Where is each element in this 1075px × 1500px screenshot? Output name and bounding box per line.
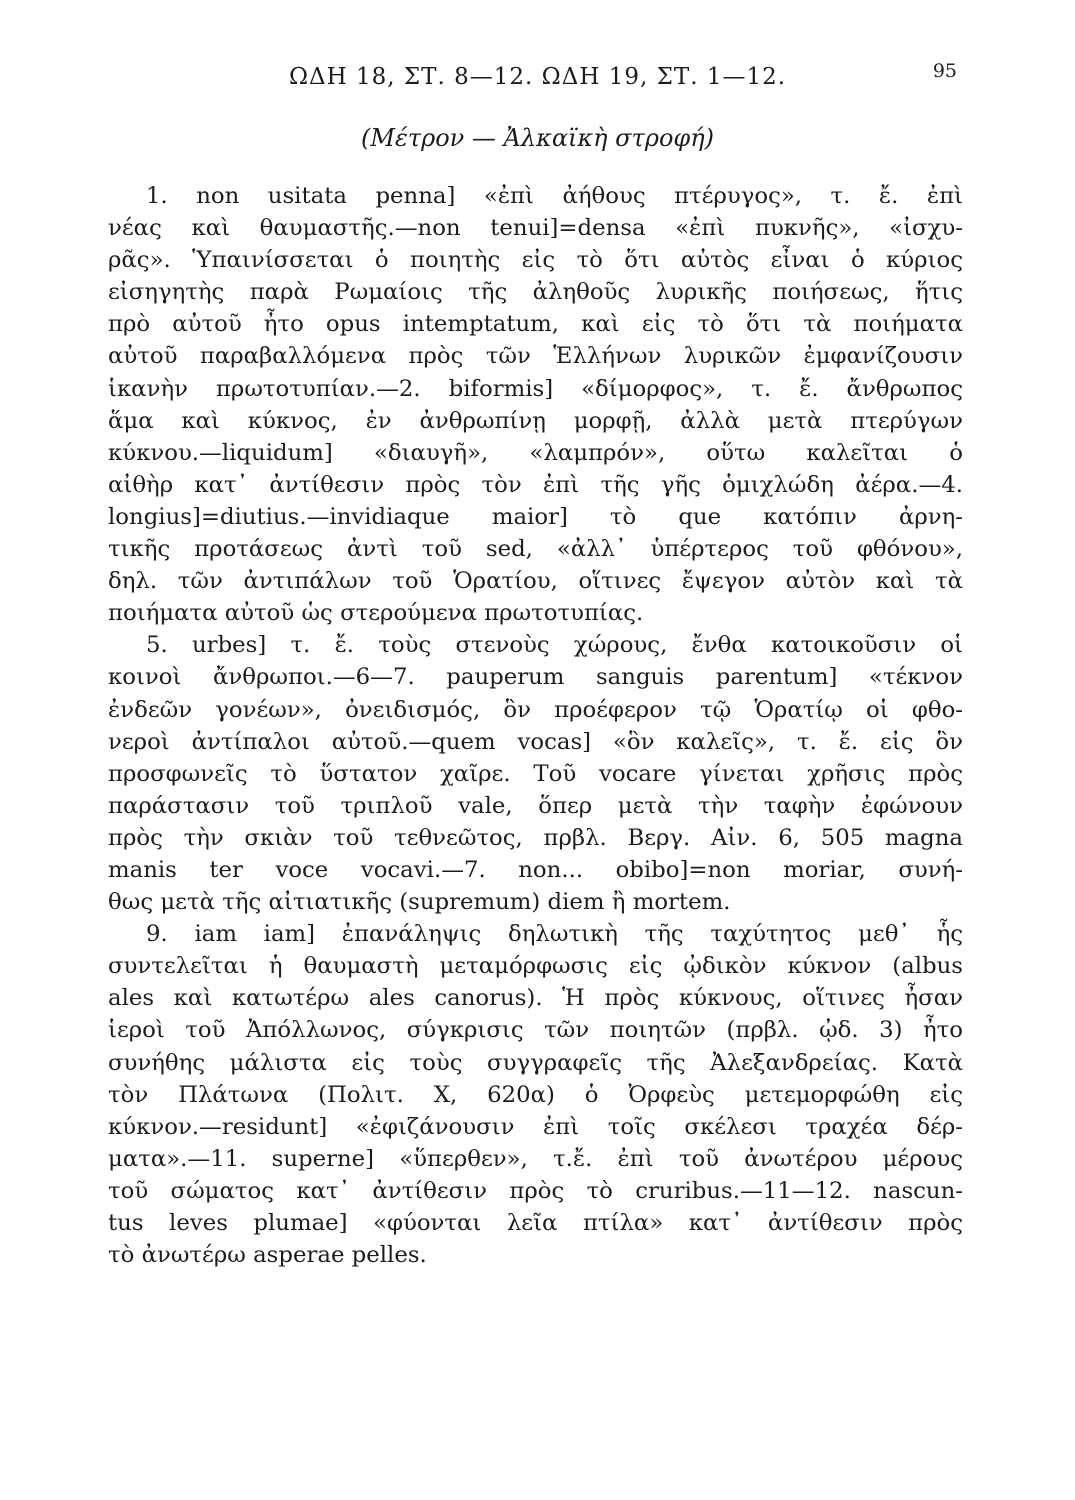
text-line: ἅμα καὶ κύκνος, ἐν ἀνθρωπίνῃ μορφῇ, ἀλλὰ μετὰ πτερύγων xyxy=(108,407,963,434)
text-line: κοινοὶ ἄνθρωποι.—6—7. pauperum sanguis parentum] «τέκνον xyxy=(108,664,963,691)
text-line: manis ter voce vocavi.—7. non... obibo]=non moriar, συνή- xyxy=(108,856,963,883)
page-number: 95 xyxy=(932,60,957,82)
meter-heading: (Μέτρον — Ἀλκαϊκὴ στροφή) xyxy=(361,124,714,152)
text-line: συνήθης μάλιστα εἰς τοὺς συγγραφεῖς τῆς Ἀλεξανδρείας. Κατὰ xyxy=(108,1049,963,1076)
text-line: 5. urbes] τ. ἔ. τοὺς στενοὺς χώρους, ἔνθα κατοικοῦσιν οἱ xyxy=(146,632,963,659)
text-line: ποιήματα αὐτοῦ ὡς στερούμενα πρωτοτυπίας. xyxy=(108,600,644,627)
text-line: προσφωνεῖς τὸ ὕστατον χαῖρε. Τοῦ vocare γίνεται χρῆσις πρὸς xyxy=(108,760,963,787)
text-line: αὐτοῦ παραβαλλόμενα πρὸς τῶν Ἑλλήνων λυρικῶν ἐμφανίζουσιν xyxy=(108,343,963,370)
text-line: τὸν Πλάτωνα (Πολιτ. Χ, 620α) ὁ Ὀρφεὺς μετεμορφώθη εἰς xyxy=(108,1081,963,1108)
text-line: ἱεροὶ τοῦ Ἀπόλλωνος, σύγκρισις τῶν ποιητῶν (πρβλ. ᾠδ. 3) ἦτο xyxy=(108,1017,963,1044)
text-line: τικῆς προτάσεως ἀντὶ τοῦ sed, «ἀλλ᾽ ὑπέρτερος τοῦ φθόνου», xyxy=(108,536,963,563)
text-line: ρᾶς». Ὑπαινίσσεται ὁ ποιητὴς εἰς τὸ ὅτι αὐτὸς εἶναι ὁ κύριος xyxy=(108,247,963,274)
text-line: ματα».—11. superne] «ὕπερθεν», τ.ἔ. ἐπὶ τοῦ ἀνωτέρου μέρους xyxy=(108,1145,963,1172)
text-line: 1. non usitata penna] «ἐπὶ ἀήθους πτέρυγος», τ. ἔ. ἐπὶ xyxy=(146,183,963,209)
text-line: ἐνδεῶν γονέων», ὀνειδισμός, ὃν προέφερον τῷ Ὁρατίῳ οἱ φθο- xyxy=(108,696,963,723)
text-line: πρὸ αὐτοῦ ἦτο opus intemptatum, καὶ εἰς τὸ ὅτι τὰ ποιήματα xyxy=(108,311,963,338)
text-line: δηλ. τῶν ἀντιπάλων τοῦ Ὁρατίου, οἵτινες ἔψεγον αὐτὸν καὶ τὰ xyxy=(108,568,963,595)
text-line: παράστασιν τοῦ τριπλοῦ vale, ὅπερ μετὰ τὴν ταφὴν ἐφώνουν xyxy=(108,792,963,819)
text-line: εἰσηγητὴς παρὰ Ρωμαίοις τῆς ἀληθοῦς λυρικῆς ποιήσεως, ἥτις xyxy=(108,279,963,306)
text-line: longius]=diutius.—invidiaque maior] τὸ que κατόπιν ἀρνη- xyxy=(108,503,963,530)
text-line: θως μετὰ τῆς αἰτιατικῆς (supremum) diem ἢ mortem. xyxy=(108,889,731,916)
text-line: τοῦ σώματος κατ᾽ ἀντίθεσιν πρὸς τὸ cruribus.—11—12. nascun- xyxy=(108,1177,963,1204)
text-line: νέας καὶ θαυμαστῆς.—non tenui]=densa «ἐπὶ πυκνῆς», «ἰσχυ- xyxy=(108,215,963,242)
text-line: κύκνου.—liquidum] «διαυγῆ», «λαμπρόν», οὕτω καλεῖται ὁ xyxy=(108,439,963,466)
text-line: 9. iam iam] ἐπανάληψις δηλωτικὴ τῆς ταχύτητος μεθ᾽ ἧς xyxy=(146,921,963,948)
commentary-text xyxy=(108,180,963,1271)
text-line: tus leves plumae] «φύονται λεῖα πτίλα» κατ᾽ ἀντίθεσιν πρὸς xyxy=(108,1210,963,1236)
text-line: τὸ ἀνωτέρω asperae pelles. xyxy=(108,1242,427,1269)
text-line: κύκνον.—residunt] «ἐφιζάνουσιν ἐπὶ τοῖς σκέλεσι τραχέα δέρ- xyxy=(108,1113,963,1140)
text-line: πρὸς τὴν σκιὰν τοῦ τεθνεῶτος, πρβλ. Βεργ. Αἰν. 6, 505 magna xyxy=(108,824,963,851)
text-line: ἱκανὴν πρωτοτυπίαν.—2. biformis] «δίμορφος», τ. ἔ. ἄνθρωπος xyxy=(108,375,963,402)
text-line: ales καὶ κατωτέρω ales canorus). Ἡ πρὸς κύκνους, οἵτινες ἦσαν xyxy=(108,985,963,1012)
text-line: συντελεῖται ἡ θαυμαστὴ μεταμόρφωσις εἰς ᾠδικὸν κύκνον (albus xyxy=(108,953,963,980)
text-line: νεροὶ ἀντίπαλοι αὐτοῦ.—quem vocas] «ὃν καλεῖς», τ. ἔ. εἰς ὃν xyxy=(108,728,963,755)
text-line: αἰθὴρ κατ᾽ ἀντίθεσιν πρὸς τὸν ἐπὶ τῆς γῆς ὁμιχλώδη ἀέρα.—4. xyxy=(108,471,963,498)
running-title: ΩΔΗ 18, ΣΤ. 8—12. ΩΔΗ 19, ΣΤ. 1—12. xyxy=(288,64,787,90)
